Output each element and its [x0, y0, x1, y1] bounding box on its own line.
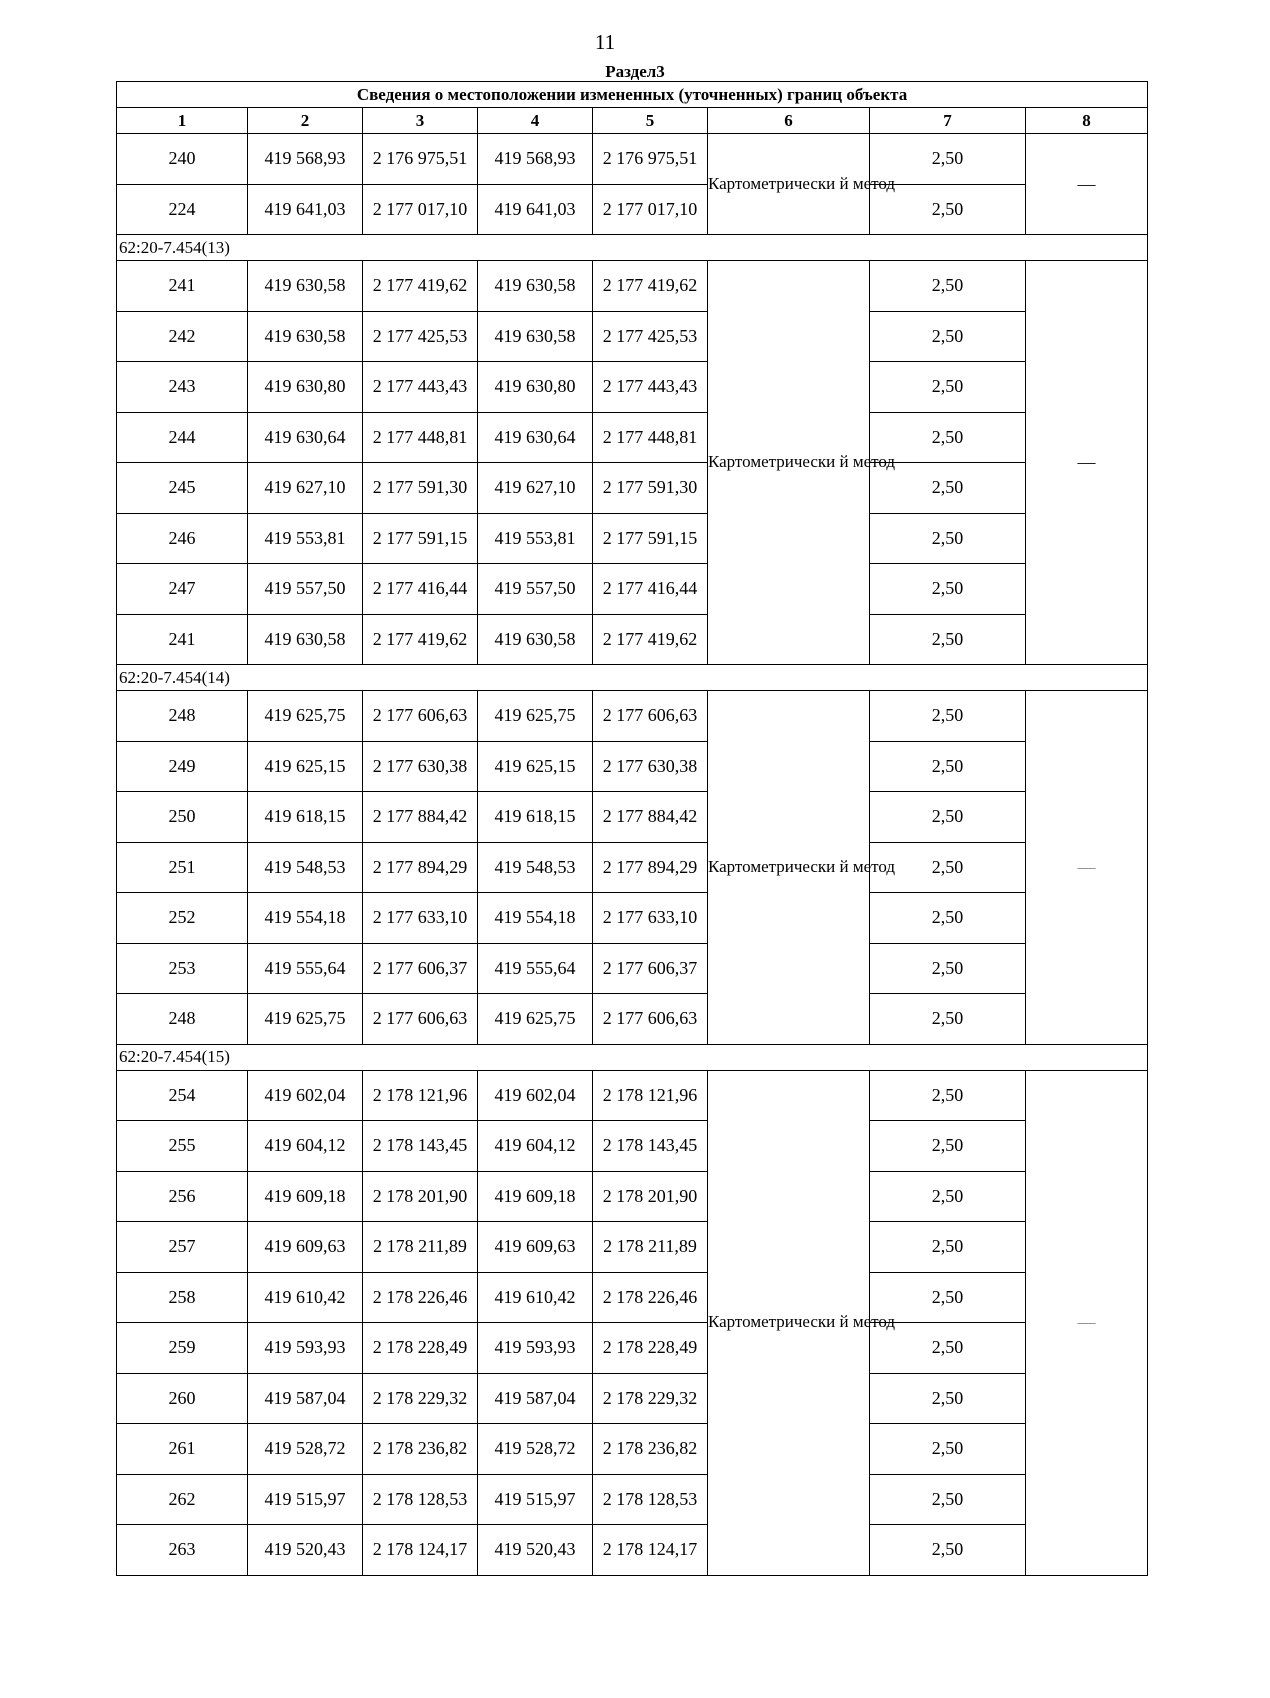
group-label-row	[117, 235, 1148, 261]
refined-y-cell: 2 177 606,37	[593, 943, 708, 994]
refined-x-cell: 419 630,58	[478, 311, 593, 362]
table-row	[117, 1222, 1148, 1273]
point-number-cell: 255	[117, 1121, 248, 1172]
existing-y-cell: 2 178 124,17	[363, 1525, 478, 1576]
group-label-row	[117, 665, 1148, 691]
refined-x-cell: 419 553,81	[478, 513, 593, 564]
group-label: 62:20-7.454(15)	[117, 1044, 1148, 1070]
existing-y-cell: 2 177 606,63	[363, 994, 478, 1045]
table-row	[117, 564, 1148, 615]
existing-y-cell: 2 177 591,15	[363, 513, 478, 564]
existing-y-cell: 2 177 448,81	[363, 412, 478, 463]
table-row	[117, 1323, 1148, 1374]
existing-y-cell: 2 177 017,10	[363, 184, 478, 235]
accuracy-cell: 2,50	[870, 1070, 1026, 1121]
refined-y-cell: 2 178 236,82	[593, 1424, 708, 1475]
accuracy-cell: 2,50	[870, 1222, 1026, 1273]
accuracy-cell: 2,50	[870, 842, 1026, 893]
table-row	[117, 513, 1148, 564]
point-number-cell: 250	[117, 792, 248, 843]
accuracy-cell: 2,50	[870, 893, 1026, 944]
existing-x-cell: 419 625,15	[248, 741, 363, 792]
table-row	[117, 412, 1148, 463]
point-number-cell: 243	[117, 362, 248, 413]
note-cell: —	[1026, 134, 1148, 235]
existing-y-cell: 2 178 211,89	[363, 1222, 478, 1273]
point-number-cell: 241	[117, 261, 248, 312]
existing-x-cell: 419 587,04	[248, 1373, 363, 1424]
existing-y-cell: 2 178 228,49	[363, 1323, 478, 1374]
refined-y-cell: 2 178 226,46	[593, 1272, 708, 1323]
existing-y-cell: 2 177 633,10	[363, 893, 478, 944]
existing-y-cell: 2 177 443,43	[363, 362, 478, 413]
refined-y-cell: 2 177 591,15	[593, 513, 708, 564]
table-row	[117, 842, 1148, 893]
table-row	[117, 1424, 1148, 1475]
refined-y-cell: 2 178 128,53	[593, 1474, 708, 1525]
table-row	[117, 1272, 1148, 1323]
accuracy-cell: 2,50	[870, 1424, 1026, 1475]
point-number-cell: 246	[117, 513, 248, 564]
point-number-cell: 256	[117, 1171, 248, 1222]
existing-x-cell: 419 520,43	[248, 1525, 363, 1576]
refined-y-cell: 2 177 017,10	[593, 184, 708, 235]
existing-x-cell: 419 602,04	[248, 1070, 363, 1121]
method-cell: Картометрически й метод	[708, 261, 870, 665]
accuracy-cell: 2,50	[870, 1121, 1026, 1172]
column-header-2: 2	[248, 108, 363, 134]
accuracy-cell: 2,50	[870, 513, 1026, 564]
existing-y-cell: 2 177 884,42	[363, 792, 478, 843]
existing-x-cell: 419 630,80	[248, 362, 363, 413]
refined-x-cell: 419 627,10	[478, 463, 593, 514]
accuracy-cell: 2,50	[870, 741, 1026, 792]
refined-x-cell: 419 630,58	[478, 614, 593, 665]
existing-y-cell: 2 177 894,29	[363, 842, 478, 893]
refined-y-cell: 2 176 975,51	[593, 134, 708, 185]
accuracy-cell: 2,50	[870, 994, 1026, 1045]
table-row	[117, 362, 1148, 413]
accuracy-cell: 2,50	[870, 463, 1026, 514]
refined-x-cell: 419 609,63	[478, 1222, 593, 1273]
accuracy-cell: 2,50	[870, 1525, 1026, 1576]
accuracy-cell: 2,50	[870, 1474, 1026, 1525]
point-number-cell: 257	[117, 1222, 248, 1273]
point-number-cell: 263	[117, 1525, 248, 1576]
method-cell: Картометрически й метод	[708, 134, 870, 235]
accuracy-cell: 2,50	[870, 1272, 1026, 1323]
existing-x-cell: 419 515,97	[248, 1474, 363, 1525]
note-cell: —	[1026, 691, 1148, 1045]
column-header-7: 7	[870, 108, 1026, 134]
group-label-row	[117, 1044, 1148, 1070]
accuracy-cell: 2,50	[870, 1171, 1026, 1222]
table-row	[117, 311, 1148, 362]
point-number-cell: 253	[117, 943, 248, 994]
refined-x-cell: 419 625,75	[478, 994, 593, 1045]
refined-x-cell: 419 630,64	[478, 412, 593, 463]
refined-y-cell: 2 178 211,89	[593, 1222, 708, 1273]
table-row	[117, 134, 1148, 185]
point-number-cell: 248	[117, 691, 248, 742]
existing-x-cell: 419 609,18	[248, 1171, 363, 1222]
refined-y-cell: 2 178 229,32	[593, 1373, 708, 1424]
accuracy-cell: 2,50	[870, 943, 1026, 994]
point-number-cell: 261	[117, 1424, 248, 1475]
point-number-cell: 248	[117, 994, 248, 1045]
accuracy-cell: 2,50	[870, 362, 1026, 413]
table-row	[117, 691, 1148, 742]
refined-y-cell: 2 177 606,63	[593, 691, 708, 742]
boundary-coordinates-table	[116, 81, 1148, 1576]
point-number-cell: 258	[117, 1272, 248, 1323]
point-number-cell: 260	[117, 1373, 248, 1424]
existing-x-cell: 419 630,58	[248, 614, 363, 665]
table-row	[117, 614, 1148, 665]
existing-y-cell: 2 176 975,51	[363, 134, 478, 185]
table-row	[117, 943, 1148, 994]
existing-x-cell: 419 557,50	[248, 564, 363, 615]
existing-y-cell: 2 177 416,44	[363, 564, 478, 615]
existing-y-cell: 2 177 419,62	[363, 614, 478, 665]
point-number-cell: 242	[117, 311, 248, 362]
existing-y-cell: 2 177 606,63	[363, 691, 478, 742]
refined-y-cell: 2 177 633,10	[593, 893, 708, 944]
existing-y-cell: 2 177 591,30	[363, 463, 478, 514]
refined-x-cell: 419 610,42	[478, 1272, 593, 1323]
table-row	[117, 1171, 1148, 1222]
table-row	[117, 184, 1148, 235]
existing-y-cell: 2 177 606,37	[363, 943, 478, 994]
existing-y-cell: 2 178 229,32	[363, 1373, 478, 1424]
existing-x-cell: 419 568,93	[248, 134, 363, 185]
accuracy-cell: 2,50	[870, 261, 1026, 312]
accuracy-cell: 2,50	[870, 412, 1026, 463]
table-row	[117, 463, 1148, 514]
existing-x-cell: 419 627,10	[248, 463, 363, 514]
point-number-cell: 251	[117, 842, 248, 893]
refined-x-cell: 419 641,03	[478, 184, 593, 235]
group-label: 62:20-7.454(14)	[117, 665, 1148, 691]
refined-x-cell: 419 548,53	[478, 842, 593, 893]
existing-x-cell: 419 604,12	[248, 1121, 363, 1172]
refined-x-cell: 419 618,15	[478, 792, 593, 843]
existing-y-cell: 2 178 128,53	[363, 1474, 478, 1525]
existing-y-cell: 2 178 143,45	[363, 1121, 478, 1172]
refined-y-cell: 2 177 419,62	[593, 261, 708, 312]
refined-y-cell: 2 177 448,81	[593, 412, 708, 463]
refined-y-cell: 2 178 124,17	[593, 1525, 708, 1576]
point-number-cell: 244	[117, 412, 248, 463]
accuracy-cell: 2,50	[870, 691, 1026, 742]
table-row	[117, 741, 1148, 792]
existing-x-cell: 419 610,42	[248, 1272, 363, 1323]
accuracy-cell: 2,50	[870, 564, 1026, 615]
existing-x-cell: 419 528,72	[248, 1424, 363, 1475]
header-row	[117, 108, 1148, 134]
existing-x-cell: 419 548,53	[248, 842, 363, 893]
point-number-cell: 224	[117, 184, 248, 235]
table-row	[117, 994, 1148, 1045]
refined-x-cell: 419 554,18	[478, 893, 593, 944]
existing-y-cell: 2 178 226,46	[363, 1272, 478, 1323]
refined-y-cell: 2 178 143,45	[593, 1121, 708, 1172]
refined-x-cell: 419 602,04	[478, 1070, 593, 1121]
existing-x-cell: 419 625,75	[248, 691, 363, 742]
refined-x-cell: 419 557,50	[478, 564, 593, 615]
method-cell: Картометрически й метод	[708, 1070, 870, 1575]
existing-x-cell: 419 553,81	[248, 513, 363, 564]
existing-x-cell: 419 630,64	[248, 412, 363, 463]
refined-y-cell: 2 177 884,42	[593, 792, 708, 843]
refined-x-cell: 419 625,15	[478, 741, 593, 792]
refined-x-cell: 419 593,93	[478, 1323, 593, 1374]
accuracy-cell: 2,50	[870, 792, 1026, 843]
refined-y-cell: 2 177 606,63	[593, 994, 708, 1045]
point-number-cell: 245	[117, 463, 248, 514]
point-number-cell: 252	[117, 893, 248, 944]
existing-x-cell: 419 593,93	[248, 1323, 363, 1374]
refined-x-cell: 419 625,75	[478, 691, 593, 742]
existing-y-cell: 2 178 201,90	[363, 1171, 478, 1222]
refined-y-cell: 2 177 416,44	[593, 564, 708, 615]
existing-x-cell: 419 630,58	[248, 261, 363, 312]
refined-x-cell: 419 630,58	[478, 261, 593, 312]
accuracy-cell: 2,50	[870, 1323, 1026, 1374]
accuracy-cell: 2,50	[870, 614, 1026, 665]
note-cell: —	[1026, 1070, 1148, 1575]
table-row	[117, 1070, 1148, 1121]
refined-y-cell: 2 177 894,29	[593, 842, 708, 893]
note-cell: —	[1026, 261, 1148, 665]
refined-x-cell: 419 555,64	[478, 943, 593, 994]
existing-x-cell: 419 618,15	[248, 792, 363, 843]
column-header-3: 3	[363, 108, 478, 134]
table-title: Сведения о местоположении измененных (уточненных) границ объекта	[117, 82, 1148, 108]
point-number-cell: 259	[117, 1323, 248, 1374]
point-number-cell: 249	[117, 741, 248, 792]
column-header-6: 6	[708, 108, 870, 134]
column-header-5: 5	[593, 108, 708, 134]
existing-x-cell: 419 641,03	[248, 184, 363, 235]
column-header-4: 4	[478, 108, 593, 134]
refined-y-cell: 2 178 201,90	[593, 1171, 708, 1222]
point-number-cell: 240	[117, 134, 248, 185]
page-number: 11	[594, 30, 616, 54]
point-number-cell: 254	[117, 1070, 248, 1121]
refined-x-cell: 419 528,72	[478, 1424, 593, 1475]
refined-y-cell: 2 178 228,49	[593, 1323, 708, 1374]
refined-x-cell: 419 520,43	[478, 1525, 593, 1576]
table-row	[117, 893, 1148, 944]
column-header-8: 8	[1026, 108, 1148, 134]
refined-y-cell: 2 177 425,53	[593, 311, 708, 362]
refined-x-cell: 419 587,04	[478, 1373, 593, 1424]
refined-y-cell: 2 177 443,43	[593, 362, 708, 413]
table-row	[117, 261, 1148, 312]
refined-x-cell: 419 515,97	[478, 1474, 593, 1525]
table-row	[117, 1373, 1148, 1424]
refined-x-cell: 419 630,80	[478, 362, 593, 413]
refined-x-cell: 419 604,12	[478, 1121, 593, 1172]
existing-x-cell: 419 625,75	[248, 994, 363, 1045]
accuracy-cell: 2,50	[870, 184, 1026, 235]
existing-x-cell: 419 555,64	[248, 943, 363, 994]
table-row	[117, 792, 1148, 843]
refined-x-cell: 419 609,18	[478, 1171, 593, 1222]
existing-y-cell: 2 178 121,96	[363, 1070, 478, 1121]
existing-y-cell: 2 177 425,53	[363, 311, 478, 362]
accuracy-cell: 2,50	[870, 1373, 1026, 1424]
group-label: 62:20-7.454(13)	[117, 235, 1148, 261]
accuracy-cell: 2,50	[870, 134, 1026, 185]
existing-y-cell: 2 177 419,62	[363, 261, 478, 312]
existing-x-cell: 419 630,58	[248, 311, 363, 362]
refined-y-cell: 2 177 591,30	[593, 463, 708, 514]
section-label: Раздел3	[605, 62, 665, 81]
existing-x-cell: 419 609,63	[248, 1222, 363, 1273]
table-row	[117, 1474, 1148, 1525]
refined-y-cell: 2 178 121,96	[593, 1070, 708, 1121]
existing-y-cell: 2 177 630,38	[363, 741, 478, 792]
accuracy-cell: 2,50	[870, 311, 1026, 362]
refined-y-cell: 2 177 630,38	[593, 741, 708, 792]
existing-x-cell: 419 554,18	[248, 893, 363, 944]
method-cell: Картометрически й метод	[708, 691, 870, 1045]
existing-y-cell: 2 178 236,82	[363, 1424, 478, 1475]
point-number-cell: 241	[117, 614, 248, 665]
refined-y-cell: 2 177 419,62	[593, 614, 708, 665]
column-header-1: 1	[117, 108, 248, 134]
table-row	[117, 1121, 1148, 1172]
point-number-cell: 247	[117, 564, 248, 615]
point-number-cell: 262	[117, 1474, 248, 1525]
refined-x-cell: 419 568,93	[478, 134, 593, 185]
table-row	[117, 1525, 1148, 1576]
